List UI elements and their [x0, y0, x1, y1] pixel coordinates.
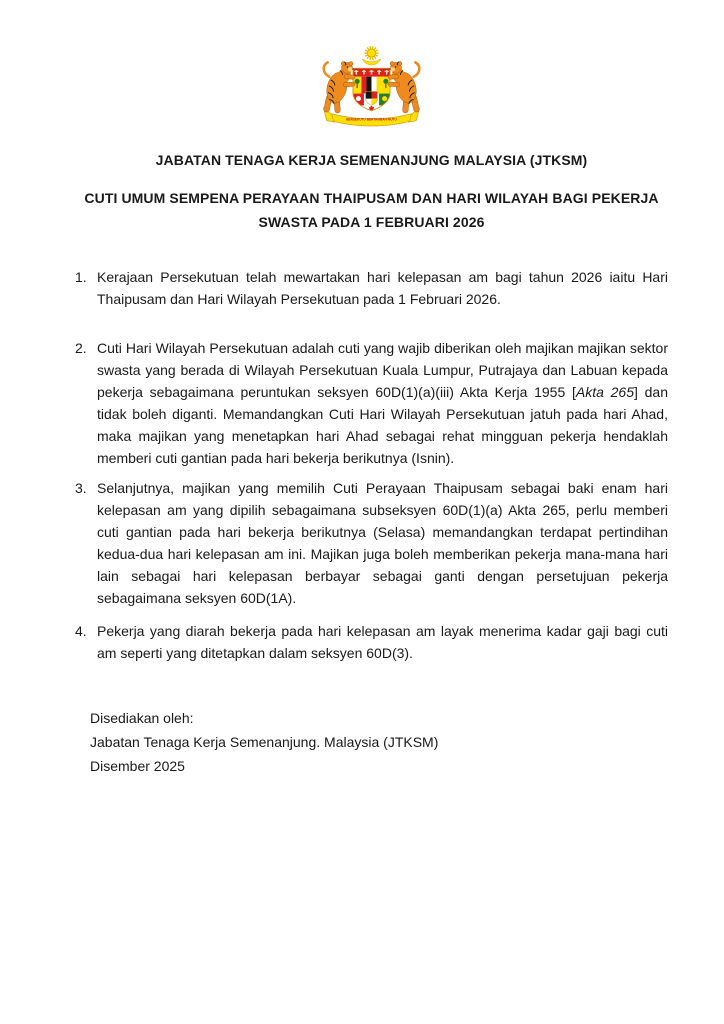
item-text: Kerajaan Persekutuan telah mewartakan hari kelepasan am bagi tahun 2026 iaitu Hari Thaipusam dan Hari Wilayah Persekutuan pada 1 Februari 2026.: [97, 269, 668, 307]
star-and-crescent-icon: [362, 46, 381, 65]
list-item-1: [75, 266, 668, 310]
list-item-4: [75, 620, 668, 664]
item-text: Selanjutnya, majikan yang memilih Cuti Perayaan Thaipusam sebagai baki enam hari kelepasan am yang dipilih sebagaimana subseksyen 60D(1)(a) Akta 265, perlu memberi cuti gantian pada hari bekerja berikutnya (Selasa) memandangkan terdapat pertindihan kedua-dua hari kelepasan am ini. Majikan juga boleh memberikan pekerja mana-mana hari lain sebagai hari kelepasan berbayar sebagai ganti dengan persetujuan pekerja sebagaimana seksyen 60D(1A).: [97, 480, 668, 606]
item-text: [97, 337, 668, 469]
prepared-by-label: Disediakan oleh:: [90, 710, 194, 726]
doc-title: CUTI UMUM SEMPENA PERAYAAN THAIPUSAM DAN HARI WILAYAH BAGI PEKERJA SWASTA PADA 1 FEBRUARI 2026: [84, 190, 659, 230]
list-item-3: [75, 477, 668, 609]
coat-of-arms-svg: [304, 42, 439, 135]
item-number: 4.: [75, 623, 87, 639]
paragraph-list: [75, 266, 668, 664]
item-text-start: Cuti Hari Wilayah Persekutuan adalah cuti yang wajib diberikan oleh majikan majikan sektor swasta yang berada di Wilayah Persekutuan Kuala Lumpur, Putrajaya dan Labuan kepada pekerja sebagaimana peruntukan seksyen 60D(1)(a)(iii) Akta Kerja 1955 [: [97, 340, 668, 400]
item-text-end: ] dan tidak boleh diganti. Memandangkan Cuti Hari Wilayah Persekutuan jatuh pada hari Ahad, maka majikan yang menetapkan hari Ahad sebagai rehat mingguan pekerja hendaklah memberi cuti gantian pada hari bekerja berikutnya (Isnin).: [97, 384, 669, 466]
tiger-right-icon: [388, 62, 420, 114]
org-title: JABATAN TENAGA KERJA SEMENANJUNG MALAYSIA (JTKSM): [155, 152, 588, 168]
tiger-left-icon: [323, 62, 355, 114]
item-text: Pekerja yang diarah bekerja pada hari kelepasan am layak menerima kadar gaji bagi cuti am seperti yang ditetapkan dalam seksyen 60D(3).: [97, 623, 668, 661]
item-number: 1.: [75, 269, 87, 285]
item-number: 3.: [75, 480, 87, 496]
emblem-motto-text: BERSEKUTU BERTAMBAH MUTU: [346, 117, 397, 122]
item-number: 2.: [75, 340, 87, 356]
footer-block: [90, 706, 668, 778]
prepared-by-org: Jabatan Tenaga Kerja Semenanjung. Malaysia (JTKSM): [90, 734, 439, 750]
malaysia-coat-of-arms: [304, 42, 439, 135]
list-item-2: [75, 337, 668, 469]
act-reference-italic: Akta 265: [575, 384, 635, 400]
shield: [353, 68, 390, 112]
footer-date: Disember 2025: [90, 758, 185, 774]
